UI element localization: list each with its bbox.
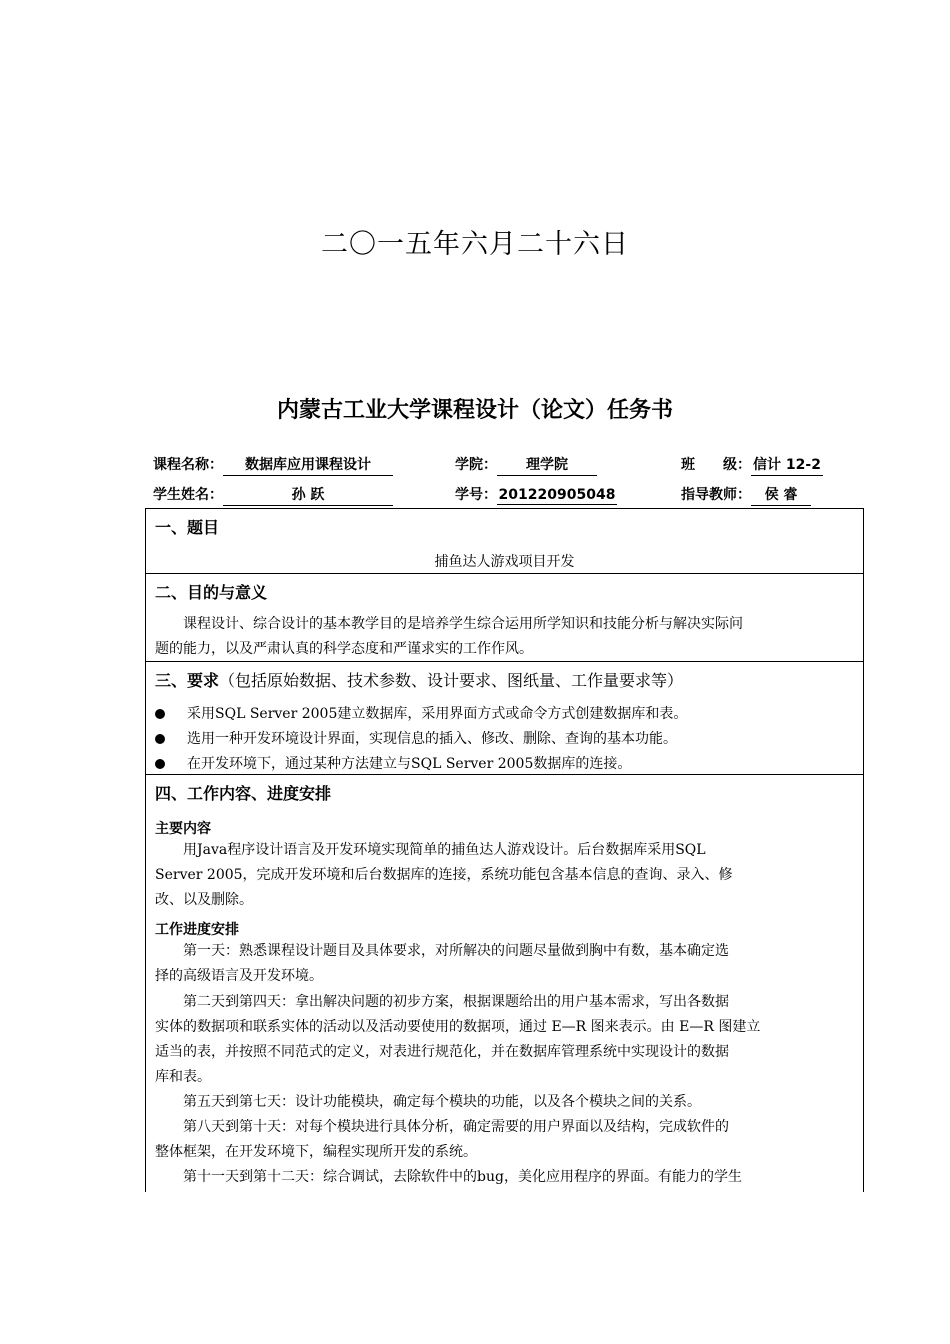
requirement-item: 选用一种开发环境设计界面，实现信息的插入、修改、删除、查询的基本功能。 <box>155 728 677 748</box>
purpose-line-2: 题的能力，以及严肃认真的科学态度和严谨求实的工作作风。 <box>155 641 533 657</box>
student-name-label: 学生姓名： <box>153 487 223 503</box>
section-requirements <box>146 661 863 774</box>
section-requirements-heading <box>155 668 683 691</box>
requirement-item: 在开发环境下，通过某种方法建立与SQL Server 2005数据库的连接。 <box>155 753 631 773</box>
college-label: 学院： <box>455 457 497 473</box>
student-id-value: 201220905048 <box>498 487 616 503</box>
document-date: 二〇一五年六月二十六日 <box>321 229 629 260</box>
bullet-icon <box>155 759 165 769</box>
content-line: 用Java程序设计语言及开发环境实现简单的捕鱼达人游戏设计。后台数据库采用SQL <box>183 842 706 858</box>
section-purpose <box>146 573 863 661</box>
class-value: 信计 12-2 <box>751 454 823 476</box>
student-name-value: 孙 跃 <box>223 484 393 506</box>
requirement-item: 采用SQL Server 2005建立数据库，采用界面方式或命令方式创建数据库和表。 <box>155 703 687 723</box>
schedule-line: 第二天到第四天：拿出解决问题的初步方案，根据课题给出的用户基本需求，写出各数据 <box>183 994 729 1010</box>
requirements-heading-note: （包括原始数据、技术参数、设计要求、图纸量、工作量要求等） <box>219 671 684 690</box>
task-table <box>145 508 864 1192</box>
section-purpose-heading: 二、目的与意义 <box>155 583 268 602</box>
main-content-subheading: 主要内容 <box>155 821 211 837</box>
course-name-label: 课程名称： <box>153 457 223 473</box>
document-title: 内蒙古工业大学课程设计（论文）任务书 <box>276 398 673 423</box>
teacher-value: 侯 睿 <box>751 484 811 506</box>
college-value: 理学院 <box>497 454 597 476</box>
bullet-icon <box>155 709 165 719</box>
purpose-line-1: 课程设计、综合设计的基本教学目的是培养学生综合运用所学知识和技能分析与解决实际问 <box>183 616 743 632</box>
student-id-label: 学号： <box>455 487 497 503</box>
section-work-plan-heading: 四、工作内容、进度安排 <box>155 784 332 803</box>
schedule-line: 库和表。 <box>155 1069 211 1085</box>
schedule-line: 第一天：熟悉课程设计题目及具体要求，对所解决的问题尽量做到胸中有数，基本确定选 <box>183 943 729 959</box>
schedule-line: 第十一天到第十二天：综合调试，去除软件中的bug，美化应用程序的界面。有能力的学生 <box>183 1169 742 1185</box>
schedule-line: 择的高级语言及开发环境。 <box>155 968 323 984</box>
student-name-field <box>153 484 393 506</box>
class-field <box>681 454 823 476</box>
teacher-field <box>681 484 811 506</box>
topic-text: 捕鱼达人游戏项目开发 <box>434 554 575 570</box>
schedule-line: 适当的表，并按照不同范式的定义，对表进行规范化，并在数据库管理系统中实现设计的数据 <box>155 1044 729 1060</box>
section-work-plan <box>146 774 863 1193</box>
content-line: 改、以及删除。 <box>155 892 253 908</box>
course-name-value: 数据库应用课程设计 <box>223 454 393 476</box>
class-label: 班 级： <box>681 457 751 473</box>
bullet-icon <box>155 734 165 744</box>
course-name-field <box>153 454 393 476</box>
section-topic <box>146 509 863 573</box>
schedule-line: 实体的数据项和联系实体的活动以及活动要使用的数据项，通过 E—R 图来表示。由 E—R 图建立 <box>155 1019 761 1035</box>
teacher-label: 指导教师： <box>681 487 751 503</box>
schedule-line: 第五天到第七天：设计功能模块，确定每个模块的功能，以及各个模块之间的关系。 <box>183 1094 701 1110</box>
section-topic-heading: 一、题目 <box>155 518 220 537</box>
requirements-heading-text: 三、要求 <box>155 671 220 690</box>
schedule-line: 整体框架，在开发环境下，编程实现所开发的系统。 <box>155 1144 477 1160</box>
content-line: Server 2005，完成开发环境和后台数据库的连接，系统功能包含基本信息的查询、录入、修 <box>155 867 733 883</box>
college-field <box>455 454 597 476</box>
schedule-subheading: 工作进度安排 <box>155 922 239 938</box>
schedule-line: 第八天到第十天：对每个模块进行具体分析，确定需要的用户界面以及结构，完成软件的 <box>183 1119 729 1135</box>
student-id-field <box>455 484 617 505</box>
